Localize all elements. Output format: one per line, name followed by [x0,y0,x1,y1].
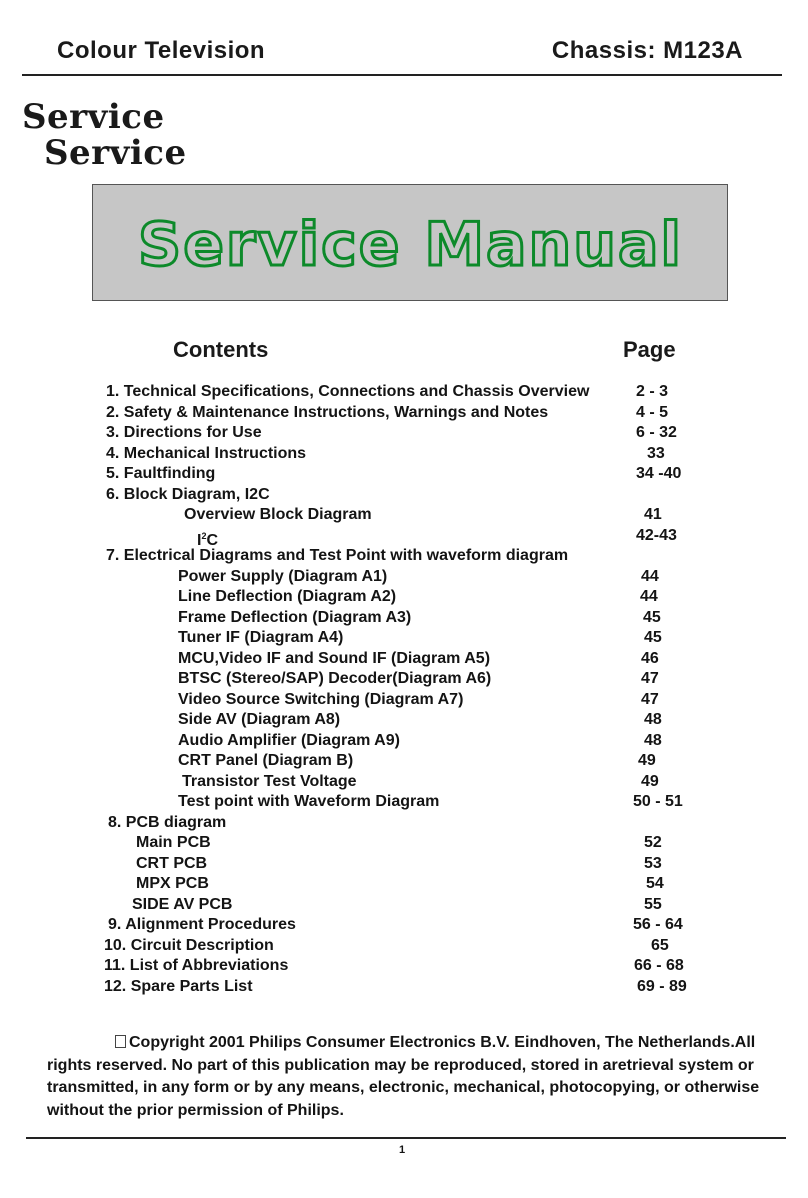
i2c-superscript: 2 [201,530,207,541]
toc-item-page: 44 [640,588,658,605]
toc-item-page: 69 - 89 [637,977,687,995]
toc-item-text: Main PCB [136,834,211,851]
toc-item-text: MPX PCB [136,875,209,892]
toc-item-page: 48 [644,711,662,728]
banner-title-svg [93,185,727,300]
toc-item-text: Side AV (Diagram A8) [178,711,341,728]
toc-item-page: 45 [643,608,661,626]
copyright-first-line [47,1032,777,1055]
page-number: 1 [399,1144,406,1156]
toc-item-page: 6 - 32 [636,424,677,441]
i2c-prefix: I [197,531,202,549]
copyright-notice [47,1032,777,1122]
toc-item-text: SIDE AV PCB [132,895,233,913]
toc-item-page: 49 [641,772,659,790]
footer-rule [26,1137,786,1139]
header-right: Chassis: M123A [551,37,743,64]
header-left: Colour Television [57,37,266,64]
toc-item-page: 52 [644,834,662,851]
toc-item-text: 4. Mechanical Instructions [106,444,307,462]
banner-title: Service Manual [138,210,684,280]
copyright-line1: Copyright 2001 Philips Consumer Electronics B.V. Eindhoven, The Netherlands.All [129,1034,756,1051]
toc-item-page: 45 [644,629,662,646]
toc-item-page: 46 [641,649,659,667]
toc-item-page: 41 [644,506,662,523]
header-rule [22,74,782,76]
toc-item-page: 55 [644,895,662,913]
toc-item-text: 1. Technical Specifications, Connections and Chassis Overview [106,383,590,400]
toc-item-page: 48 [644,731,662,749]
copyright-rest: rights reserved. No part of this publication may be reproduced, stored in aretrieval system or transmitted, in any form or by any means, electronic, mechanical, photocopying, or otherwise without the prior permission of Philips. [47,1056,760,1119]
contents-heading: Contents [173,337,269,362]
toc-item-page: 2 - 3 [636,383,669,400]
toc-item-text: Line Deflection (Diagram A2) [178,588,397,605]
toc-item-text: 9. Alignment Procedures [108,916,296,933]
toc-item-text: Power Supply (Diagram A1) [178,567,388,585]
toc-item-text: 11. List of Abbreviations [104,957,289,974]
toc-item-page: 56 - 64 [633,916,683,933]
toc-item-page: 54 [646,875,664,892]
toc-item-text: CRT Panel (Diagram B) [178,752,354,769]
service-word-1: Service [22,97,165,137]
toc-item-text: Audio Amplifier (Diagram A9) [178,731,400,749]
toc-item-text: Frame Deflection (Diagram A3) [178,608,412,626]
toc-item-page: 47 [641,690,659,708]
toc-item-text: Tuner IF (Diagram A4) [178,629,344,646]
page-heading: Page [623,337,676,362]
service-word-2: Service [44,133,187,173]
toc-item-text: 12. Spare Parts List [104,977,253,995]
i2c-suffix: C [206,531,219,549]
copyright-symbol-icon [115,1035,126,1048]
toc-item-page: 53 [644,854,662,872]
toc-item-page: 33 [647,444,665,462]
toc-item-text: BTSC (Stereo/SAP) Decoder(Diagram A6) [178,670,492,687]
toc-item-text: Video Source Switching (Diagram A7) [178,690,464,708]
toc-item-page: 42-43 [636,526,677,544]
toc-item-text: Transistor Test Voltage [182,772,357,790]
toc-item-text: CRT PCB [136,854,208,872]
toc-item-text: 5. Faultfinding [106,465,216,482]
toc-item-text: Test point with Waveform Diagram [178,793,440,810]
toc-item-text: MCU,Video IF and Sound IF (Diagram A5) [178,649,491,667]
service-manual-banner [92,184,728,301]
toc-item-text: Overview Block Diagram [184,506,372,523]
toc-item-page: 65 [651,936,669,954]
toc-item-text: 10. Circuit Description [104,936,274,954]
toc-item-text: 8. PCB diagram [108,813,227,831]
toc-item-page: 66 - 68 [634,957,684,974]
toc-item-text: 6. Block Diagram, I2C [106,485,270,503]
toc-item-page: 47 [641,670,659,687]
toc-item-page: 44 [641,567,659,585]
toc-item-text: 2. Safety & Maintenance Instructions, Warnings and Notes [106,403,549,421]
toc-item-text: 7. Electrical Diagrams and Test Point with waveform diagram [106,547,569,564]
toc-item-text: 3. Directions for Use [106,424,262,441]
toc-item-page: 49 [638,752,656,769]
toc-item-page: 4 - 5 [636,403,669,421]
toc-item-page: 34 -40 [636,465,682,482]
toc-item-page: 50 - 51 [633,793,683,810]
